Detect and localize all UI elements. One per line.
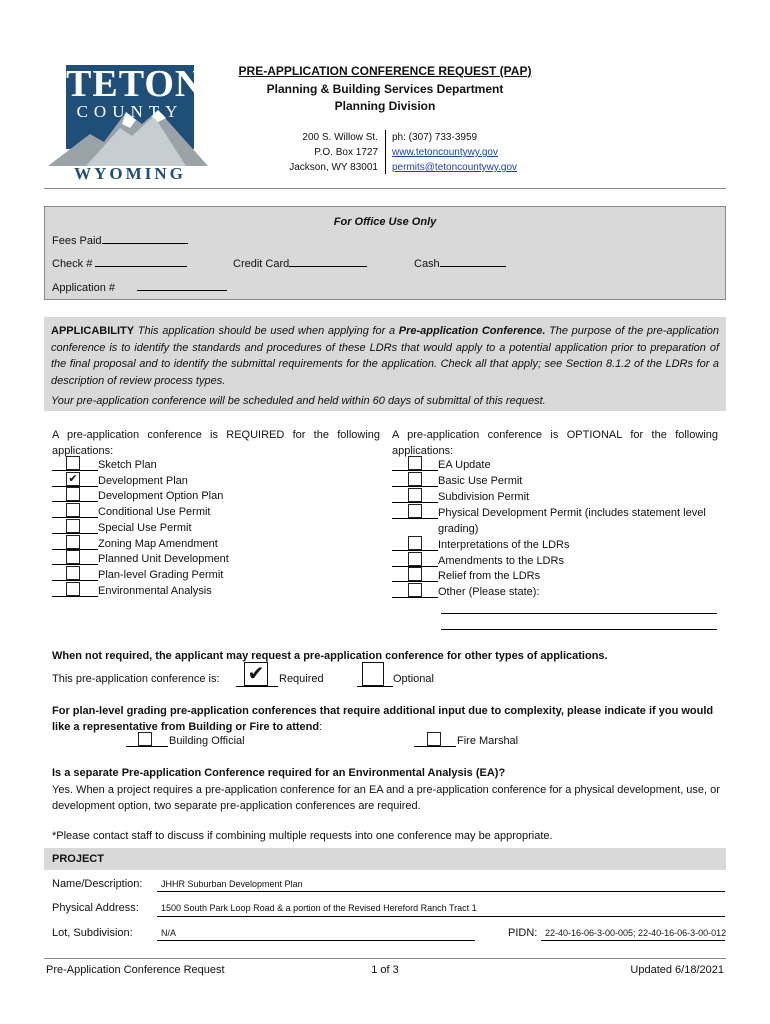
department-name: Planning & Building Services Department [266, 82, 504, 96]
pidn-line [541, 940, 725, 941]
check-number-label: Check # [52, 258, 93, 270]
building-official-checkbox[interactable] [138, 732, 152, 746]
building-official-label: Building Official [169, 735, 245, 747]
lot-subdivision-value[interactable]: N/A [161, 928, 177, 938]
optional-item[interactable] [392, 459, 491, 474]
cash-field[interactable] [414, 255, 506, 270]
optional-item-label: Relief from the LDRs [438, 570, 541, 582]
grading-heading [52, 704, 722, 735]
project-name-line [157, 891, 725, 892]
conference-type-prompt: This pre-application conference is: [52, 673, 220, 685]
header-rule [44, 188, 726, 189]
required-item-checkbox[interactable] [66, 503, 80, 517]
division-name: Planning Division [334, 99, 436, 113]
optional-item-label: Amendments to the LDRs [438, 555, 564, 567]
required-item-label: Sketch Plan [98, 459, 157, 471]
required-option-underline [236, 686, 278, 687]
grading-colon: : [319, 720, 323, 733]
fees-paid-field[interactable] [52, 232, 188, 247]
address-city: Jackson, WY 83001 [289, 162, 378, 173]
required-item-checkbox[interactable] [66, 519, 80, 533]
other-line-1[interactable] [441, 613, 717, 614]
check-number-field[interactable] [52, 255, 187, 270]
optional-item-label: Physical Development Permit (includes statement level [438, 507, 706, 519]
fire-marshal-label: Fire Marshal [457, 735, 519, 747]
pidn-label: PIDN: [508, 927, 538, 939]
physical-address-line [157, 916, 725, 917]
office-use-panel [44, 206, 726, 300]
optional-item-checkbox[interactable] [408, 456, 422, 470]
required-option-label: Required [279, 673, 324, 685]
applicability-panel [44, 317, 726, 411]
project-panel [44, 848, 726, 870]
ea-note: *Please contact staff to discuss if combining multiple requests into one conference may be appropriate. [52, 830, 553, 842]
applicability-text-1: This application should be used when applying for a [134, 325, 399, 337]
credit-card-field[interactable] [233, 255, 367, 270]
logo-line-wyoming: WYOMING [74, 164, 186, 183]
required-item-label: Special Use Permit [98, 522, 192, 534]
fire-marshal-checkbox[interactable] [427, 732, 441, 746]
required-item-label: Development Option Plan [98, 490, 224, 502]
optional-item-checkbox[interactable] [408, 583, 422, 597]
lot-subdivision-line [157, 940, 475, 941]
logo-line-teton: TETON [66, 63, 204, 105]
applicability-text [51, 323, 719, 389]
footer-rule [44, 958, 726, 959]
required-item-label: Planned Unit Development [98, 553, 229, 565]
applicability-text-2: The purpose of the pre-application conference is to identify the standards and procedures of these LDRs that would apply to a potential application prior to preparation of the final proposal and to identify the submittal requirements for the application. Check all that apply; see Section 8.1.2 of the LDRs for a description of review process types. [51, 325, 719, 387]
website-link[interactable]: www.tetoncountywy.gov [392, 147, 498, 158]
teton-county-logo [46, 62, 210, 184]
required-item-label: Development Plan [98, 475, 188, 487]
footer-page-number: 1 of 3 [371, 964, 399, 976]
project-name-value[interactable]: JHHR Suburban Development Plan [161, 879, 303, 889]
fees-paid-label: Fees Paid [52, 235, 102, 247]
ea-heading: Is a separate Pre-application Conference required for an Environmental Analysis (EA)? [52, 767, 506, 779]
not-required-heading: When not required, the applicant may request a pre-application conference for other types of applications. [52, 650, 608, 662]
required-item-checkbox[interactable] [66, 566, 80, 580]
required-item-checkbox[interactable] [66, 535, 80, 549]
required-item-checkbox[interactable] [66, 582, 80, 596]
required-item-checkbox[interactable] [66, 550, 80, 564]
required-item-label: Conditional Use Permit [98, 506, 211, 518]
page-title: PRE-APPLICATION CONFERENCE REQUEST (PAP) [238, 64, 532, 78]
address-street: 200 S. Willow St. [302, 132, 378, 143]
address-po-box: P.O. Box 1727 [314, 147, 378, 158]
applicability-note: Your pre-application conference will be scheduled and held within 60 days of submittal of this request. [51, 395, 546, 407]
optional-item-label-continued: grading) [438, 523, 479, 535]
ea-text: Yes. When a project requires a pre-application conference for an EA and a pre-application conference for a physical development, use, or development option, two separate pre-application conferences are required. [52, 784, 720, 812]
email-link[interactable]: permits@tetoncountywy.gov [392, 162, 518, 173]
optional-option-underline [357, 686, 393, 687]
optional-item-label: Subdivision Permit [438, 491, 530, 503]
optional-item-checkbox[interactable] [408, 488, 422, 502]
lot-subdivision-label: Lot, Subdivision: [52, 927, 133, 939]
physical-address-value[interactable]: 1500 South Park Loop Road & a portion of the Revised Hereford Ranch Tract 1 [161, 903, 477, 913]
optional-item-checkbox[interactable] [408, 472, 422, 486]
applicability-label: APPLICABILITY [51, 325, 135, 337]
footer-form-name: Pre-Application Conference Request [46, 964, 225, 976]
optional-item[interactable] [392, 507, 706, 522]
fire-underline [414, 746, 456, 747]
applicability-text-bold: Pre-application Conference. [398, 325, 546, 337]
pidn-value[interactable]: 22-40-16-06-3-00-005; 22-40-16-06-3-00-012 [545, 928, 727, 938]
building-underline [126, 746, 168, 747]
optional-intro: A pre-application conference is OPTIONAL for the following applications: [392, 429, 718, 457]
footer-updated: Updated 6/18/2021 [630, 964, 724, 976]
required-item-label: Plan-level Grading Permit [98, 569, 224, 581]
optional-item-checkbox[interactable] [408, 504, 422, 518]
optional-option-checkbox[interactable] [362, 662, 384, 686]
optional-item-label: Other (Please state): [438, 586, 540, 598]
project-heading: PROJECT [52, 853, 104, 865]
required-intro: A pre-application conference is REQUIRED for the following applications: [52, 429, 380, 457]
physical-address-label: Physical Address: [52, 902, 139, 914]
required-item-label: Zoning Map Amendment [98, 538, 218, 550]
required-item-checkbox[interactable] [66, 487, 80, 501]
office-use-heading: For Office Use Only [333, 216, 437, 228]
optional-item-checkbox[interactable] [408, 536, 422, 550]
cash-label: Cash [414, 258, 440, 270]
optional-item-label: EA Update [438, 459, 491, 471]
logo-line-county: COUNTY [76, 102, 184, 121]
optional-item-checkbox[interactable] [408, 552, 422, 566]
application-number-label: Application # [52, 282, 115, 294]
other-line-2[interactable] [441, 629, 717, 630]
address-divider [385, 130, 386, 174]
required-option-checkbox[interactable]: ✔ [244, 662, 268, 686]
required-item-label: Environmental Analysis [98, 585, 212, 597]
application-number-field[interactable] [52, 279, 227, 294]
optional-item-checkbox[interactable] [408, 567, 422, 581]
phone-number: ph: (307) 733-3959 [392, 132, 478, 143]
required-item-checkbox[interactable]: ✔ [66, 472, 80, 486]
required-item-checkbox[interactable] [66, 456, 80, 470]
contact-block [392, 130, 552, 175]
grading-heading-text: For plan-level grading pre-application conferences that require additional input due to complexity, please indicate if you would like a representative from Building or Fire to attend [52, 705, 714, 733]
address-block [260, 130, 378, 175]
optional-option-label: Optional [393, 673, 434, 685]
credit-card-label: Credit Card [233, 258, 290, 270]
optional-item-label: Interpretations of the LDRs [438, 539, 570, 551]
optional-item-label: Basic Use Permit [438, 475, 523, 487]
project-name-label: Name/Description: [52, 878, 143, 890]
